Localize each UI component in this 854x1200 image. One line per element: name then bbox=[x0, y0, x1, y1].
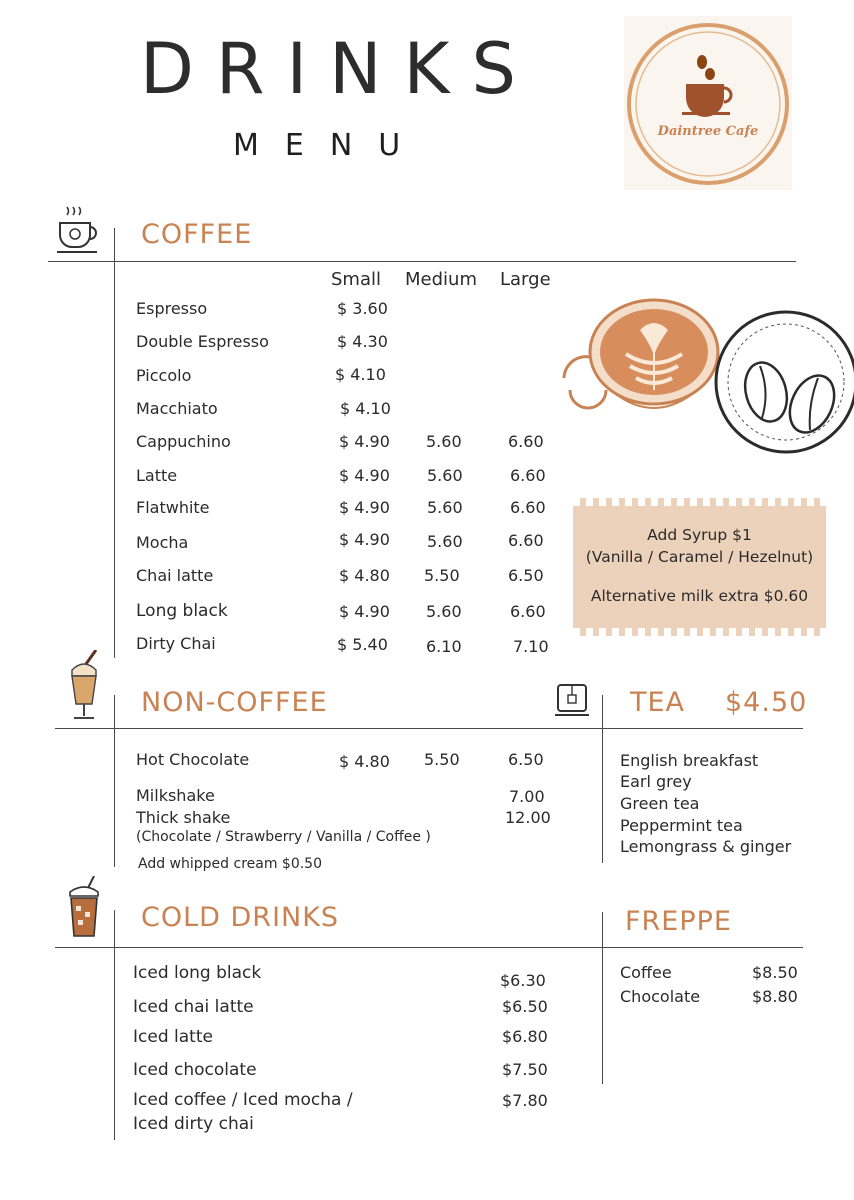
tea-item: Green tea bbox=[620, 794, 700, 813]
coffee-vertical-rule bbox=[114, 228, 115, 658]
tea-price: $4.50 bbox=[725, 687, 808, 718]
section-title-freppe: FREPPE bbox=[625, 906, 732, 937]
section-title-cold-drinks: COLD DRINKS bbox=[141, 902, 340, 933]
price-small: $ 4.10 bbox=[335, 365, 386, 384]
whipped-cream-note: Add whipped cream $0.50 bbox=[138, 856, 322, 872]
price-small: $ 5.40 bbox=[337, 635, 388, 654]
tea-item: Peppermint tea bbox=[620, 816, 743, 835]
cold-item: Iced chocolate bbox=[133, 1060, 257, 1080]
coffee-item-name: Double Espresso bbox=[136, 332, 269, 351]
milkshake-glass-icon bbox=[64, 650, 104, 726]
price-large: 6.60 bbox=[510, 498, 546, 517]
page-title: DRINKS bbox=[140, 28, 538, 110]
syrup-flavours: (Vanilla / Caramel / Hezelnut) bbox=[585, 548, 814, 566]
price-large: 6.60 bbox=[510, 602, 546, 621]
iced-coffee-cup-icon bbox=[66, 876, 102, 944]
tea-vertical-rule bbox=[602, 695, 603, 863]
box-bottom-edge bbox=[573, 628, 826, 636]
price-medium: 5.50 bbox=[424, 566, 460, 585]
freppe-vertical-rule bbox=[602, 912, 603, 1084]
section-title-coffee: COFFEE bbox=[141, 219, 253, 250]
cold-price: $6.30 bbox=[500, 971, 546, 990]
price-large: 6.50 bbox=[508, 566, 544, 585]
coffee-item-name: Dirty Chai bbox=[136, 634, 216, 653]
cold-item-continued: Iced dirty chai bbox=[133, 1114, 254, 1134]
freppe-item: Coffee bbox=[620, 963, 672, 982]
price-medium: 6.10 bbox=[426, 637, 462, 656]
tea-item: Earl grey bbox=[620, 772, 692, 791]
price-medium: 5.60 bbox=[426, 432, 462, 451]
syrup-label: Add Syrup $1 bbox=[647, 526, 752, 544]
page-subtitle: MENU bbox=[233, 128, 427, 163]
price-small: $ 4.10 bbox=[340, 399, 391, 418]
coffee-item-name: Piccolo bbox=[136, 366, 192, 385]
price-large: 6.60 bbox=[508, 531, 544, 550]
price-large: 7.10 bbox=[513, 637, 549, 656]
freppe-item: Chocolate bbox=[620, 987, 701, 1006]
cold-item: Iced chai latte bbox=[133, 997, 254, 1017]
price-milkshake: 7.00 bbox=[509, 787, 545, 806]
price-small: $ 3.60 bbox=[337, 299, 388, 318]
freppe-price: $8.80 bbox=[752, 987, 798, 1006]
coffee-item-name: Flatwhite bbox=[136, 498, 210, 517]
non-coffee-divider bbox=[55, 728, 803, 729]
coffee-item-name: Espresso bbox=[136, 299, 208, 318]
price-large: 6.60 bbox=[508, 432, 544, 451]
cold-price: $7.50 bbox=[502, 1060, 548, 1079]
cold-drinks-divider bbox=[55, 947, 803, 948]
hot-coffee-cup-icon bbox=[55, 205, 101, 261]
item-milkshake: Milkshake bbox=[136, 786, 215, 805]
price-medium: 5.60 bbox=[427, 498, 463, 517]
cold-price: $6.50 bbox=[502, 997, 548, 1016]
column-large: Large bbox=[500, 269, 551, 290]
latte-art-cup-illustration bbox=[556, 294, 854, 478]
cafe-logo bbox=[624, 16, 792, 190]
price-medium: 5.60 bbox=[427, 466, 463, 485]
section-title-non-coffee: NON-COFFEE bbox=[141, 687, 328, 718]
tea-item: Lemongrass & ginger bbox=[620, 837, 792, 856]
price-medium: 5.60 bbox=[427, 532, 463, 551]
cold-price: $7.80 bbox=[502, 1091, 548, 1110]
item-thick-shake: Thick shake bbox=[136, 808, 231, 827]
price-medium: 5.50 bbox=[424, 750, 460, 769]
tea-item: English breakfast bbox=[620, 751, 759, 770]
price-medium: 5.60 bbox=[426, 602, 462, 621]
coffee-divider bbox=[48, 261, 796, 262]
box-top-edge bbox=[573, 498, 826, 506]
price-small: $ 4.90 bbox=[339, 530, 390, 549]
alt-milk-label: Alternative milk extra $0.60 bbox=[590, 587, 809, 605]
price-small: $ 4.90 bbox=[339, 602, 390, 621]
extras-box bbox=[573, 498, 826, 636]
freppe-price: $8.50 bbox=[752, 963, 798, 982]
coffee-item-name: Chai latte bbox=[136, 566, 214, 585]
tea-cup-icon bbox=[553, 683, 591, 725]
price-large: 6.60 bbox=[510, 466, 546, 485]
price-large: 6.50 bbox=[508, 750, 544, 769]
cold-item: Iced long black bbox=[133, 963, 262, 983]
cold-drinks-vertical-rule bbox=[114, 910, 115, 1140]
price-small: $ 4.90 bbox=[339, 498, 390, 517]
cold-price: $6.80 bbox=[502, 1027, 548, 1046]
price-small: $ 4.80 bbox=[339, 566, 390, 585]
column-medium: Medium bbox=[405, 269, 477, 290]
price-small: $ 4.90 bbox=[339, 466, 390, 485]
section-title-tea: TEA bbox=[630, 687, 686, 718]
coffee-item-name: Long black bbox=[136, 601, 228, 621]
price-thick-shake: 12.00 bbox=[505, 808, 551, 827]
coffee-item-name: Cappuchino bbox=[136, 432, 231, 451]
column-small: Small bbox=[331, 269, 381, 290]
shake-flavours: (Chocolate / Strawberry / Vanilla / Coffee ) bbox=[136, 829, 431, 845]
price-small: $ 4.80 bbox=[339, 752, 390, 771]
cold-item: Iced coffee / Iced mocha / bbox=[133, 1090, 353, 1110]
cold-item: Iced latte bbox=[133, 1027, 213, 1047]
price-small: $ 4.90 bbox=[339, 432, 390, 451]
coffee-item-name: Latte bbox=[136, 466, 178, 485]
price-small: $ 4.30 bbox=[337, 332, 388, 351]
logo-text: Daintree Cafe bbox=[657, 124, 759, 139]
coffee-item-name: Mocha bbox=[136, 533, 189, 552]
item-hot-chocolate: Hot Chocolate bbox=[136, 750, 250, 769]
coffee-item-name: Macchiato bbox=[136, 399, 218, 418]
non-coffee-vertical-rule bbox=[114, 695, 115, 867]
